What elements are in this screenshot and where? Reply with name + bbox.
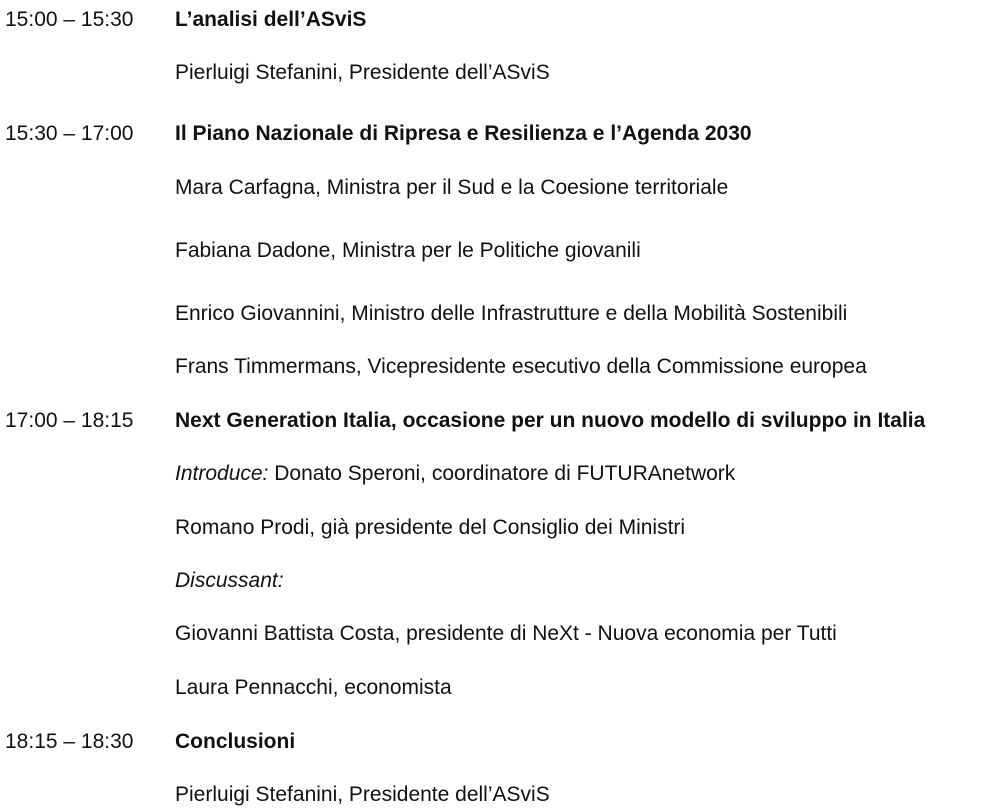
- session-time: 15:30 – 17:00: [5, 122, 134, 145]
- speaker-line: Laura Pennacchi, economista: [175, 676, 452, 699]
- session-time: 18:15 – 18:30: [5, 730, 134, 753]
- speaker-line: [175, 461, 735, 487]
- role-prefix: Discussant:: [175, 569, 284, 592]
- session-time: 17:00 – 18:15: [5, 409, 134, 432]
- speaker-line: Pierluigi Stefanini, Presidente dell’ASviS: [175, 61, 550, 84]
- session-title: Conclusioni: [175, 730, 296, 753]
- session-time: 15:00 – 15:30: [5, 8, 134, 31]
- session-title: Il Piano Nazionale di Ripresa e Resilienza e l’Agenda 2030: [175, 122, 752, 145]
- speaker-line: Pierluigi Stefanini, Presidente dell’ASviS: [175, 783, 550, 806]
- speaker-line: Romano Prodi, già presidente del Consiglio dei Ministri: [175, 516, 686, 539]
- speaker-line: Enrico Giovannini, Ministro delle Infrastrutture e della Mobilità Sostenibili: [175, 302, 848, 325]
- speaker-line: Giovanni Battista Costa, presidente di NeXt - Nuova economia per Tutti: [175, 622, 837, 645]
- speaker-text: Donato Speroni, coordinatore di FUTURAnetwork: [268, 462, 736, 485]
- speaker-line: Fabiana Dadone, Ministra per le Politiche giovanili: [175, 239, 641, 262]
- session-title: L’analisi dell’ASviS: [175, 8, 367, 31]
- session-title: Next Generation Italia, occasione per un nuovo modello di sviluppo in Italia: [175, 409, 926, 432]
- role-prefix: Introduce:: [175, 462, 269, 485]
- role-line: [175, 568, 284, 594]
- speaker-line: Mara Carfagna, Ministra per il Sud e la Coesione territoriale: [175, 176, 729, 199]
- speaker-line: Frans Timmermans, Vicepresidente esecutivo della Commissione europea: [175, 355, 867, 378]
